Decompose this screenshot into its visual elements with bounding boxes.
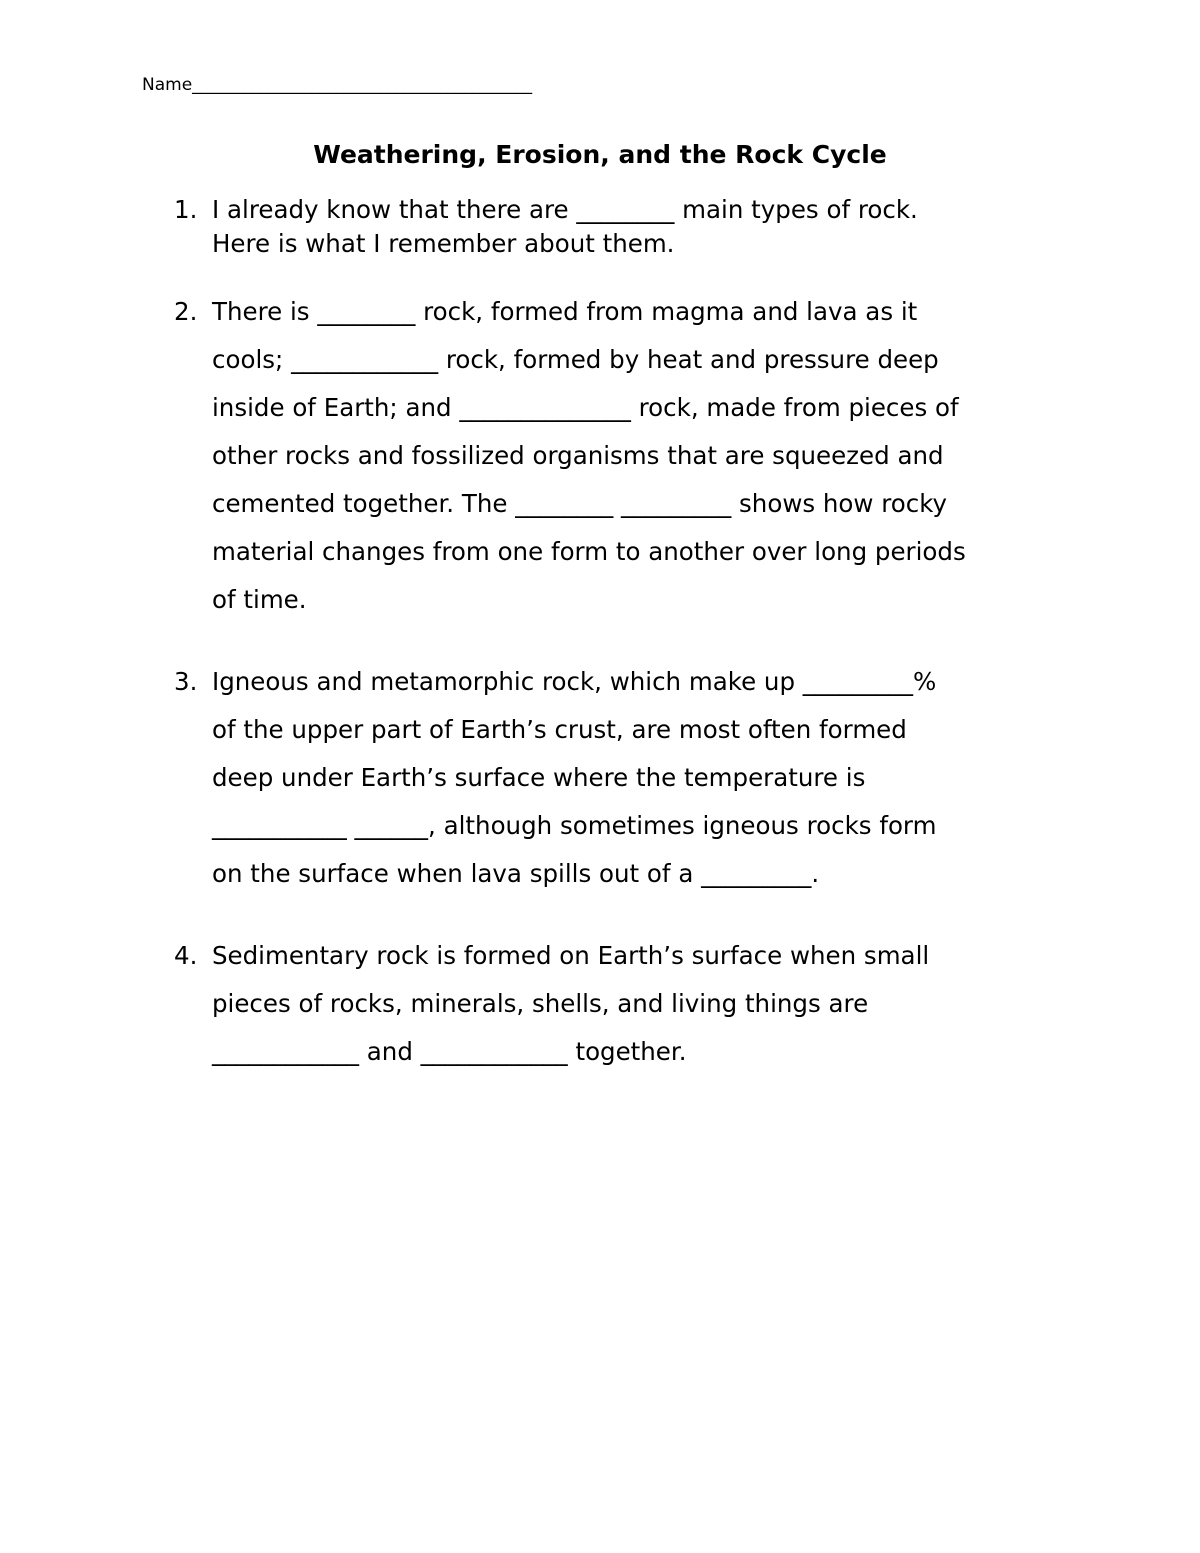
question-text-line: There is ________ rock, formed from magma and lava as it xyxy=(212,297,918,326)
question-text-line: inside of Earth; and ______________ rock, made from pieces of xyxy=(212,393,959,422)
question-text-line: other rocks and fossilized organisms that are squeezed and xyxy=(212,441,944,470)
question-text-line: ___________ ______, although sometimes igneous rocks form xyxy=(212,811,937,840)
question-4 xyxy=(174,932,1074,1076)
question-text-line: ____________ and ____________ together. xyxy=(212,1037,687,1066)
question-text-line: Igneous and metamorphic rock, which make up _________% xyxy=(212,667,937,696)
question-text-line: cools; ____________ rock, formed by heat and pressure deep xyxy=(212,345,939,374)
question-text-line: on the surface when lava spills out of a _________. xyxy=(212,859,820,888)
question-text-line: of the upper part of Earth’s crust, are most often formed xyxy=(212,715,907,744)
question-3 xyxy=(174,658,1074,898)
question-text-line: deep under Earth’s surface where the temperature is xyxy=(212,763,866,792)
question-number: 3. xyxy=(174,667,198,696)
question-text-line: Here is what I remember about them. xyxy=(212,229,675,258)
question-text-line: pieces of rocks, minerals, shells, and living things are xyxy=(212,989,869,1018)
worksheet-title: Weathering, Erosion, and the Rock Cycle xyxy=(313,140,887,169)
question-2 xyxy=(174,288,1074,624)
name-field-label: Name________________________________________ xyxy=(142,75,533,95)
question-number: 4. xyxy=(174,941,198,970)
question-text-line: Sedimentary rock is formed on Earth’s surface when small xyxy=(212,941,930,970)
question-text-line: I already know that there are ________ main types of rock. xyxy=(212,195,918,224)
question-text-line: of time. xyxy=(212,585,307,614)
question-1 xyxy=(174,193,1074,261)
question-text-line: material changes from one form to another over long periods xyxy=(212,537,966,566)
question-number: 2. xyxy=(174,297,198,326)
question-text-line: cemented together. The ________ _________ shows how rocky xyxy=(212,489,948,518)
question-number: 1. xyxy=(174,195,198,224)
